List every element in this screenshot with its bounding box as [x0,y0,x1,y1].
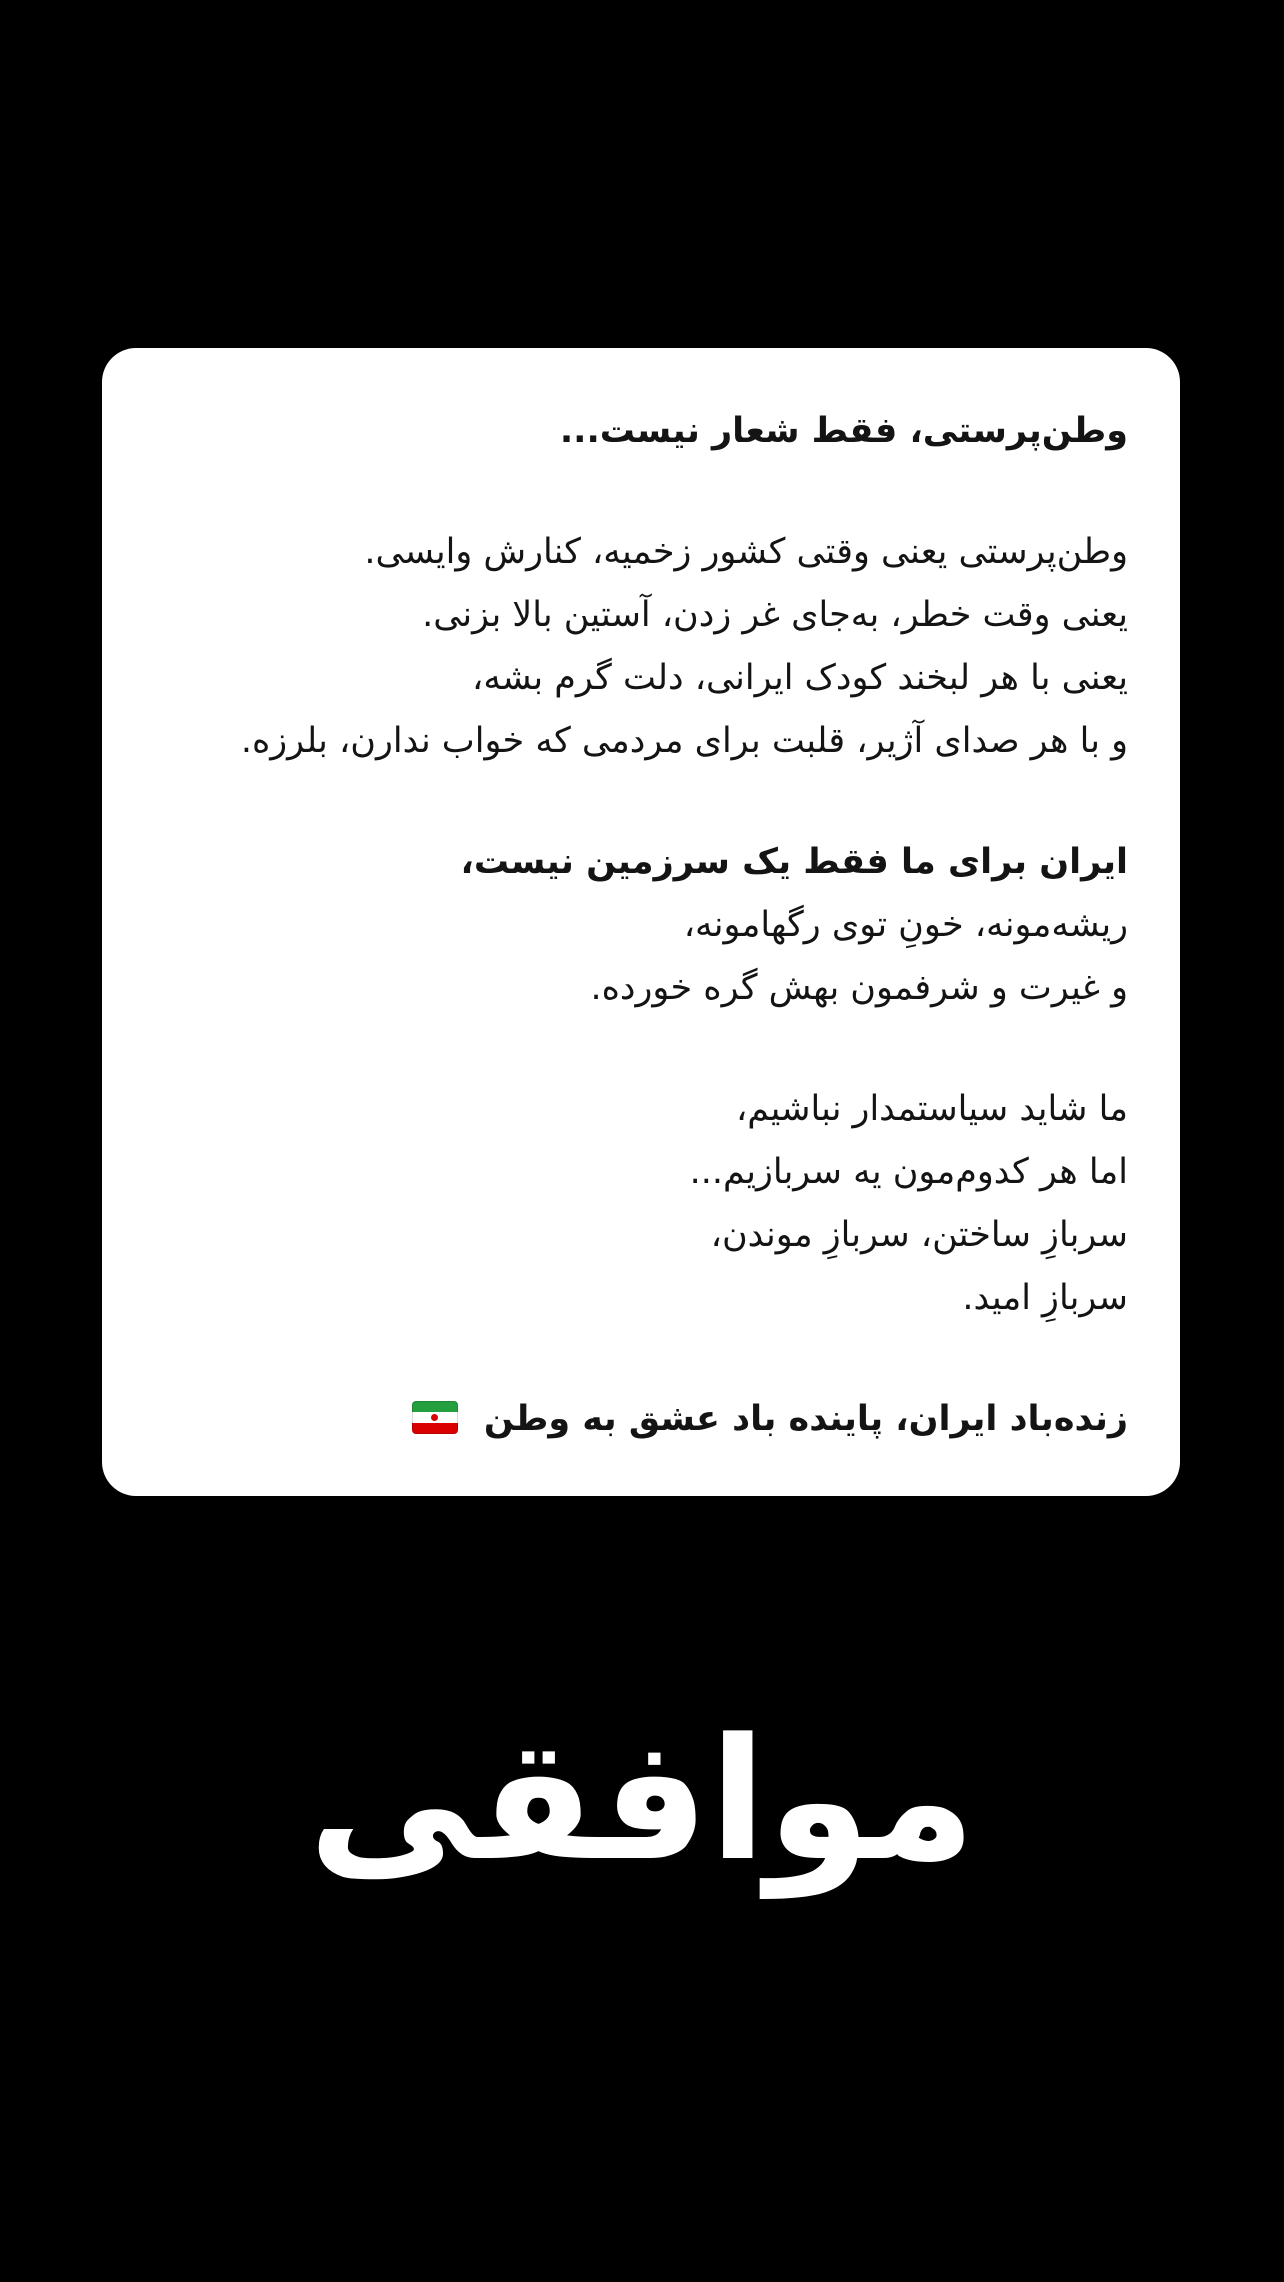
stanza-spacer [154,1330,1128,1388]
stanza3-line: سربازِ ساختن، سربازِ موندن، [710,1215,1128,1255]
stanza3-line: اما هر کدوم‌مون یه سربازیم... [689,1152,1128,1192]
stanza2-heading: ایران برای ما فقط یک سرزمین نیست، [460,842,1128,882]
stanza-spacer [154,463,1128,521]
stanza2-line: و غیرت و شرفمون بهش گره خورده. [590,968,1128,1008]
stanza2-line: ریشه‌مونه، خونِ توی رگهامونه، [683,905,1128,945]
iran-flag-icon [412,1401,458,1434]
text-post-card [102,348,1180,1496]
stanza1-line: و با هر صدای آژیر، قلبت برای مردمی که خواب ندارن، بلرزه. [240,721,1128,761]
stanza-spacer [154,1020,1128,1078]
stanza1-line: وطن‌پرستی یعنی وقتی کشور زخمیه، کنارش وایسی. [364,532,1128,572]
stanza3-line: سربازِ امید. [962,1278,1128,1318]
stanza3-line: ما شاید سیاستمدار نباشیم، [735,1089,1128,1129]
overlay-caption: موافقی [308,1702,976,1898]
closing-line [154,1388,1128,1451]
post-title: وطن‌پرستی، فقط شعار نیست... [559,411,1128,451]
stanza-spacer [154,773,1128,831]
stanza1-line: یعنی وقت خطر، به‌جای غر زدن، آستین بالا بزنی. [422,595,1128,635]
stanza1-line: یعنی با هر لبخند کودک ایرانی، دلت گرم بشه، [472,658,1128,698]
closing-text: زنده‌باد ایران، پاینده باد عشق به وطن [483,1399,1128,1439]
